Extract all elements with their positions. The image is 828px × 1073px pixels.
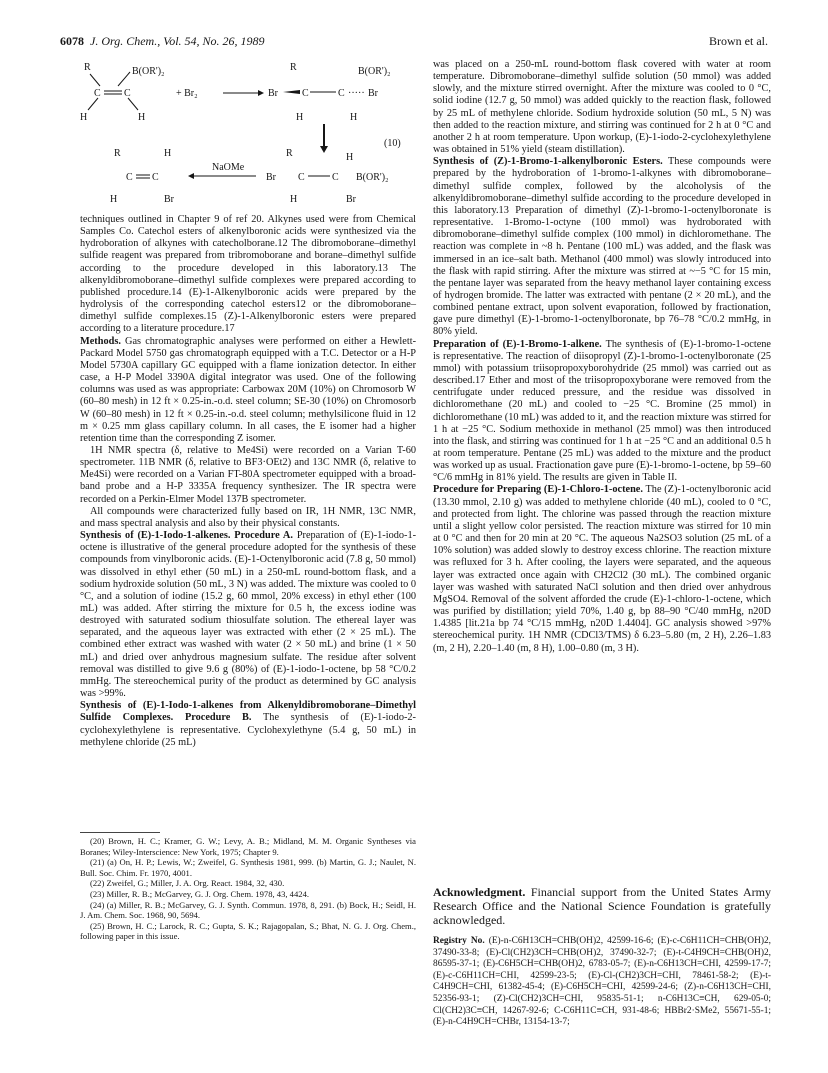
page-number: 6078 [60, 34, 84, 48]
scheme-br-1: Br [268, 88, 278, 99]
acknowledgment-text: Financial support from the United States Army Research Office and the National Science Foundation is gratefully acknowledged. [433, 885, 771, 927]
footnote: (25) Brown, H. C.; Larock, R. C.; Gupta, S. K.; Rajagopalan, S.; Bhat, N. G. J. Org. Chem., following paper in this issue. [80, 920, 416, 942]
scheme-r-2: R [290, 62, 297, 73]
scheme-h-2: H [138, 112, 146, 123]
scheme-br-5: Br [164, 194, 174, 205]
section-heading: Procedure for Preparing (E)-1-Chloro-1-octene. [433, 484, 643, 496]
running-header [60, 34, 768, 50]
section-heading: Synthesis of (E)-1-Iodo-1-alkenes. Procedure A. [80, 530, 293, 542]
scheme-arrowhead [188, 173, 194, 179]
scheme-c: C [152, 172, 159, 183]
scheme-br-4: Br [346, 194, 356, 205]
scheme-c: C [124, 88, 131, 99]
paragraph-text: Gas chromatographic analyses were performed on either a Hewlett-Packard Model 5750 gas chromatograph equipped with a T.C. Detector or a H-P Model 5730A capillary GC equipped with a flame ionization detector. In either case, a H-P Model 3390A digital integrator was used. One of the following columns was used as was appropriate: Carbowax 20M (10%) on Chromosorb W (60–80 mesh) in 12 ft × 0.25-in.-o.d. steel column; SE-30 (10%) on Chromosorb W (60–80 mesh) in 12 ft × 0.25-in.-o.d. steel column; methylsilicone fluid in 12 m × 0.25 mm glass capillary column. In all cases, the E isomer had a higher retention time than the corresponding Z isomer. [80, 335, 417, 444]
scheme-h-7: H [164, 148, 172, 159]
scheme-br2: + Br₂ [176, 88, 198, 99]
footnotes [80, 836, 416, 942]
acknowledgment-label: Acknowledgment. [433, 885, 526, 899]
registry-label: Registry No. [433, 936, 485, 946]
paragraph-text: Preparation of (E)-1-iodo-1-octene is illustrative of the general procedure adopted for the synthesis of these compounds from vinylboronic acids. (E)-1-Octenylboronic acid (7.8 g, 50 mmol) was dissolved in ethyl ether (50 mL) in a 250-mL round-bottom flask, and a sodium hydroxide solution (50 mL, 3 N) was added. The mixture was cooled to 0 °C, and a solution of iodine (15.2 g, 60 mmol, 20% excess) in ethyl ether (100 mL) was added. After stirring the mixture for 0.5 h, the excess iodine was destroyed with saturated sodium thiosulfate solution. The ethereal layer was separated, and the aqueous layer was extracted with ether (2 × 25 mL). The combined ether extract was washed with water (2 × 50 mL) and brine (1 × 50 mL) and dried over anhydrous magnesium sulfate. The residue after solvent removal was distilled to give 9.6 g (80%) of (E)-1-iodo-1-octene, bp 58 °C/0.2 mmHg. The stereochemical purity of the product as determined by GC analysis was >99%. [80, 530, 417, 700]
scheme-c: C [94, 88, 101, 99]
section-heading: Methods. [80, 335, 121, 347]
paragraph: was placed on a 250-mL round-bottom flask covered with water at room temperature. Dibromoborane–dimethyl sulfide solution (50 mmol) was added slowly, and the mixture stirred overnight. After the mixture was cooled to 0 °C, solid iodine (12.7 g, 50 mmol) was added quickly to the reaction flask, followed by 25 mL of methylene chloride. Sodium hydroxide solution (50 mL, 5 N) was then added to the reaction mixture, and stirring was continued for 2 h at 0 °C and another 2 h at room temperature. Upon workup, (E)-1-iodo-2-cyclohexylethylene was obtained in 51% yield (steam distillation). [433, 59, 771, 156]
scheme-bond [88, 98, 98, 110]
paragraph-text: The (Z)-1-octenylboronic acid (13.30 mmol, 2.10 g) was added to methylene chloride (40 mL), cooled to 0 °C, and protected from light. The chlorine was passed through the reaction mixture until a slight yellow color persisted. The reaction mixture was stirred for 10 min at 0 °C and then for 20 min at 20 °C. The aqueous Na2SO3 solution (25 mL of a 10% solution) was added slowly to destroy excess chlorine. The reaction mixture was refluxed for 3 h. After cooling, the layers were separated, and the aqueous layer was extracted once again with CH2Cl2 (30 mL). The combined organic layer was washed with saturated NaCl solution and then dried over anhydrous MgSO4. Removal of the solvent afforded the crude (E)-1-chloro-1-octene, which was purified by distillation; yield 70%, 1.40 g, bp 88–90 °C/40 mmHg, n20D 1.4385 [lit.21a bp 74 °C/15 mmHg, n20D 1.4404]. GC analysis showed >97% stereochemical purity. 1H NMR (CDCl3/TMS) δ 6.23–5.80 (m, 2 H), 2.26–1.83 (m, 2 H), 2.20–1.40 (m, 8 H), 1.00–0.80 (m, 3 H). [433, 484, 772, 654]
scheme-br-2: Br [368, 88, 378, 99]
scheme-br-3: Br [266, 172, 276, 183]
scheme-boronate-1: B(OR')₂ [132, 66, 165, 77]
paragraph: 1H NMR spectra (δ, relative to Me4Si) were recorded on a Varian T-60 spectrometer. 11B NMR (δ, relative to BF3·OEt2) and 13C NMR (δ, relative to Me4Si) were recorded on a Varian FT-80A spectrometer equipped with a broad-band probe and a H-P 3335A frequency synthesizer. The IR spectra were recorded on a Perkin-Elmer Model 137B spectrometer. [80, 444, 416, 505]
scheme-h-8: H [110, 194, 118, 205]
scheme-r-4: R [114, 148, 121, 159]
paragraph-text: The synthesis of (E)-1-iodo-2-cyclohexylethylene is representative. Cyclohexylethyne (5.4 g, 50 mL) in methylene chloride (25 mL) [80, 712, 416, 748]
scheme-boronate-2: B(OR')₂ [358, 66, 391, 77]
scheme-boronate-3: B(OR')₂ [356, 172, 389, 183]
section-heading: Preparation of (E)-1-Bromo-1-alkene. [433, 338, 602, 350]
acknowledgment [433, 886, 771, 927]
section-heading: Synthesis of (E)-1-Iodo-1-alkenes from Alkenyldibromoborane–Dimethyl Sulfide Complexes. Procedure B. [80, 700, 416, 724]
scheme-c: C [126, 172, 133, 183]
scheme-h-5: H [346, 152, 354, 163]
registry-numbers [433, 936, 771, 1029]
right-column [433, 59, 771, 655]
reaction-scheme [78, 56, 418, 206]
journal-citation [60, 34, 265, 49]
scheme-c: C [302, 88, 309, 99]
paragraph: techniques outlined in Chapter 9 of ref 20. Alkynes used were from Chemical Samples Co. Catechol esters of alkenylboronic acids were synthesized via the hydroboration of alkynes with catecholborane.12 The dibromoborane–dimethyl sulfide reagent was prepared from tribromoborane and borane–dimethyl sulfide according to the procedure developed in this laboratory.13 The alkenyldibromoborane–dimethyl sulfide complexes were prepared according to published procedure.14 (E)-1-Alkenylboronic acids were prepared by the hydrolysis of the corresponding catechol esters12 or the dibromoborane–dimethyl sulfide complexes.15 (Z)-1-Alkenylboronic esters were prepared according to a literature procedure.17 [80, 214, 416, 335]
scheme-c: C [298, 172, 305, 183]
scheme-r-3: R [286, 148, 293, 159]
scheme-arrowhead [320, 146, 328, 153]
footnote: (20) Brown, H. C.; Kramer, G. W.; Levy, A. B.; Midland, M. M. Organic Syntheses via Boranes; Wiley-Interscience: New York, 1975; Chapter 9. [80, 836, 416, 857]
scheme-drawing [78, 56, 418, 206]
footnote-divider [80, 832, 160, 833]
scheme-r-1: R [84, 62, 91, 73]
section-heading: Synthesis of (Z)-1-Bromo-1-alkenylboronic Esters. [433, 156, 663, 168]
scheme-bond [118, 72, 130, 86]
footnote: (24) (a) Miller, R. B.; McGarvey, G. J. Synth. Commun. 1978, 8, 291. (b) Bock, H.; Seidl, H. J. Am. Chem. Soc. 1968, 90, 5694. [80, 899, 416, 921]
footnote: (21) (a) On, H. P.; Lewis, W.; Zweifel, G. Synthesis 1981, 999. (b) Martin, G. J.; Naulet, N. Bull. Soc. Chim. Fr. 1970, 4001. [80, 857, 416, 878]
journal-name: J. Org. Chem., Vol. 54, No. 26, 1989 [90, 34, 265, 48]
authors: Brown et al. [709, 34, 768, 48]
paragraph: All compounds were characterized fully based on IR, 1H NMR, 13C NMR, and mass spectral analysis and also by their physical constants. [80, 505, 416, 529]
scheme-h-4: H [350, 112, 358, 123]
scheme-c: C [332, 172, 339, 183]
scheme-h-6: H [290, 194, 298, 205]
registry-text: (E)-n-C6H13CH=CHB(OH)2, 42599-16-6; (E)-c-C6H11CH=CHB(OH)2, 37490-33-8; (E)-Cl(CH2)3CH=CHB(OH)2, 37490-32-7; (E)-t-C4H9CH=CHB(OH)2, 86595-37-1; (E)-C6H5CH=CHB(OH)2, 6783-05-7; (E)-n-C6H13CH=CHI, 42599-17-7; (E)-c-C6H11CH=CHI, 42599-23-5; (E)-Cl-(CH2)3CH=CHI, 78461-58-2; (E)-t-C4H9CH=CHI, 61382-45-4; (E)-C6H5CH=CHI, 42599-24-6; (Z)-n-C6H13CH=CHI, 52356-93-1; (Z)-Cl(CH2)3CH=CHI, 95835-51-1; n-C6H13C≡CH, 629-05-0; Cl(CH2)3C≡CH, 14267-92-6; C-C6H11C≡CH, 931-48-6; HBBr2·SMe2, 55671-55-1; (E)-n-C4H9CH=CHBr, 13154-13-7; [433, 936, 771, 1028]
scheme-wedge [283, 90, 300, 94]
scheme-bond [128, 98, 138, 110]
scheme-h-3: H [296, 112, 304, 123]
footnote: (23) Miller, R. B.; McGarvey, G. J. Org. Chem. 1978, 43, 4424. [90, 888, 310, 899]
scheme-naome: NaOMe [212, 162, 245, 173]
left-column [80, 214, 416, 749]
paragraph-text: These compounds were prepared by the hydroboration of 1-bromo-1-alkynes with dibromoborane–dimethyl sulfide complex, followed by the alcoholysis of the alkenyldibromoborane–dimethyl sulfide according to the procedure developed in this laboratory.13 Preparation of dimethyl (Z)-1-bromo-1-octenylboronate is representative. 1-Bromo-1-octyne (100 mmol) was hydroborated with dibromoborane–dimethyl sulfide complex (100 mmol) in dichloromethane. The reaction was complete in ~8 h. Pentane (100 mL) was added, and the flask was immersed in an ice–salt bath. Methanol (400 mmol) was slowly introduced into the flask with rapid stirring. After the mixture was stirred at ~−5 °C for 15 min, the pentane layer was separated from the heavy methanol layer containing excess of hydrogen bromide. The latter was extracted with pentane (2 × 20 mL), and the combined pentane extract, upon solvent evaporation, followed by fractionation, gave pure dimethyl (E)-1-bromo-1-octenylboronate, bp 76–78 °C/0.2 mmHg, in 80% yield. [433, 156, 772, 338]
scheme-bond [90, 74, 100, 86]
scheme-arrowhead [258, 90, 264, 96]
scheme-h-1: H [80, 112, 88, 123]
scheme-c: C [338, 88, 345, 99]
footnote: (22) Zweifel, G.; Miller, J. A. Org. React. 1984, 32, 430. [90, 878, 285, 889]
paragraph-text: The synthesis of (E)-1-bromo-1-octene is representative. The reaction of diisopropyl (Z)-1-bromo-1-octenylboronate (25 mmol) with potassium triisopropoxyborohydride (25 mmol) was carried out as described.17 Ether and most of the triisopropoxyborane were removed from the centrifugate under reduced pressure, and the residue was dissolved in dichloromethane (20 mL) and cooled to −25 °C. Bromine (25 mmol) in dichloromethane (10 mL) was added to it, and the reaction mixture was stirred for 1 h at −25 °C. Sodium methoxide in methanol (25 mmol) was then introduced into the flask, and stirring was continued for 1 h at −25 °C and an additional 0.5 h at room temperature. Pentane (25 mL) was added to the mixture and the product was worked up as usual. Fractionation gave pure (E)-1-bromo-1-octene, bp 59–60 °C/6 mmHg in 81% yield. The results are given in Table II. [433, 338, 771, 484]
scheme-hash-bond: ····· [348, 88, 365, 99]
scheme-equation-number: (10) [384, 138, 401, 149]
